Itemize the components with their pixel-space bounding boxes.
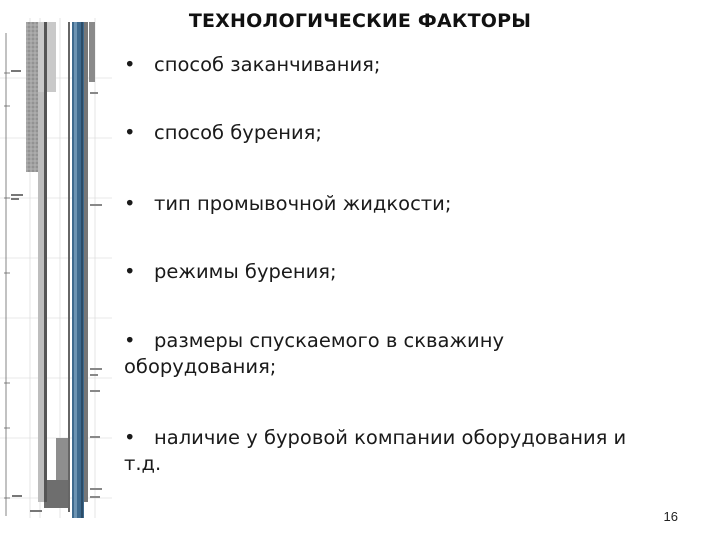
bullet-marker: •: [124, 260, 136, 283]
bullet-marker: •: [124, 329, 136, 352]
bullet-text-continuation: оборудования;: [124, 355, 277, 378]
bullet-drilling-method: [124, 120, 684, 146]
bullet-equipment-sizes: [124, 328, 684, 380]
bullet-equipment-availability: [124, 425, 684, 477]
bullet-text: наличие у буровой компании оборудования и: [154, 426, 627, 449]
bullet-drilling-modes: [124, 259, 684, 285]
page-number: 16: [663, 509, 678, 524]
bullet-marker: •: [124, 192, 136, 215]
bullet-marker: •: [124, 121, 136, 144]
bullet-drilling-fluid-type: [124, 191, 684, 217]
bullet-text: способ бурения;: [154, 121, 322, 144]
bullet-text: режимы бурения;: [154, 260, 337, 283]
bullet-marker: •: [124, 426, 136, 449]
bullet-completion-method: [124, 52, 684, 78]
slide-title: ТЕХНОЛОГИЧЕСКИЕ ФАКТОРЫ: [188, 10, 532, 32]
bullet-text: размеры спускаемого в скважину: [154, 329, 505, 352]
bullet-text-continuation: т.д.: [124, 452, 162, 475]
bullet-text: тип промывочной жидкости;: [154, 192, 452, 215]
bullet-marker: •: [124, 53, 136, 76]
bullet-text: способ заканчивания;: [154, 53, 381, 76]
well-construction-diagram: [0, 18, 112, 518]
